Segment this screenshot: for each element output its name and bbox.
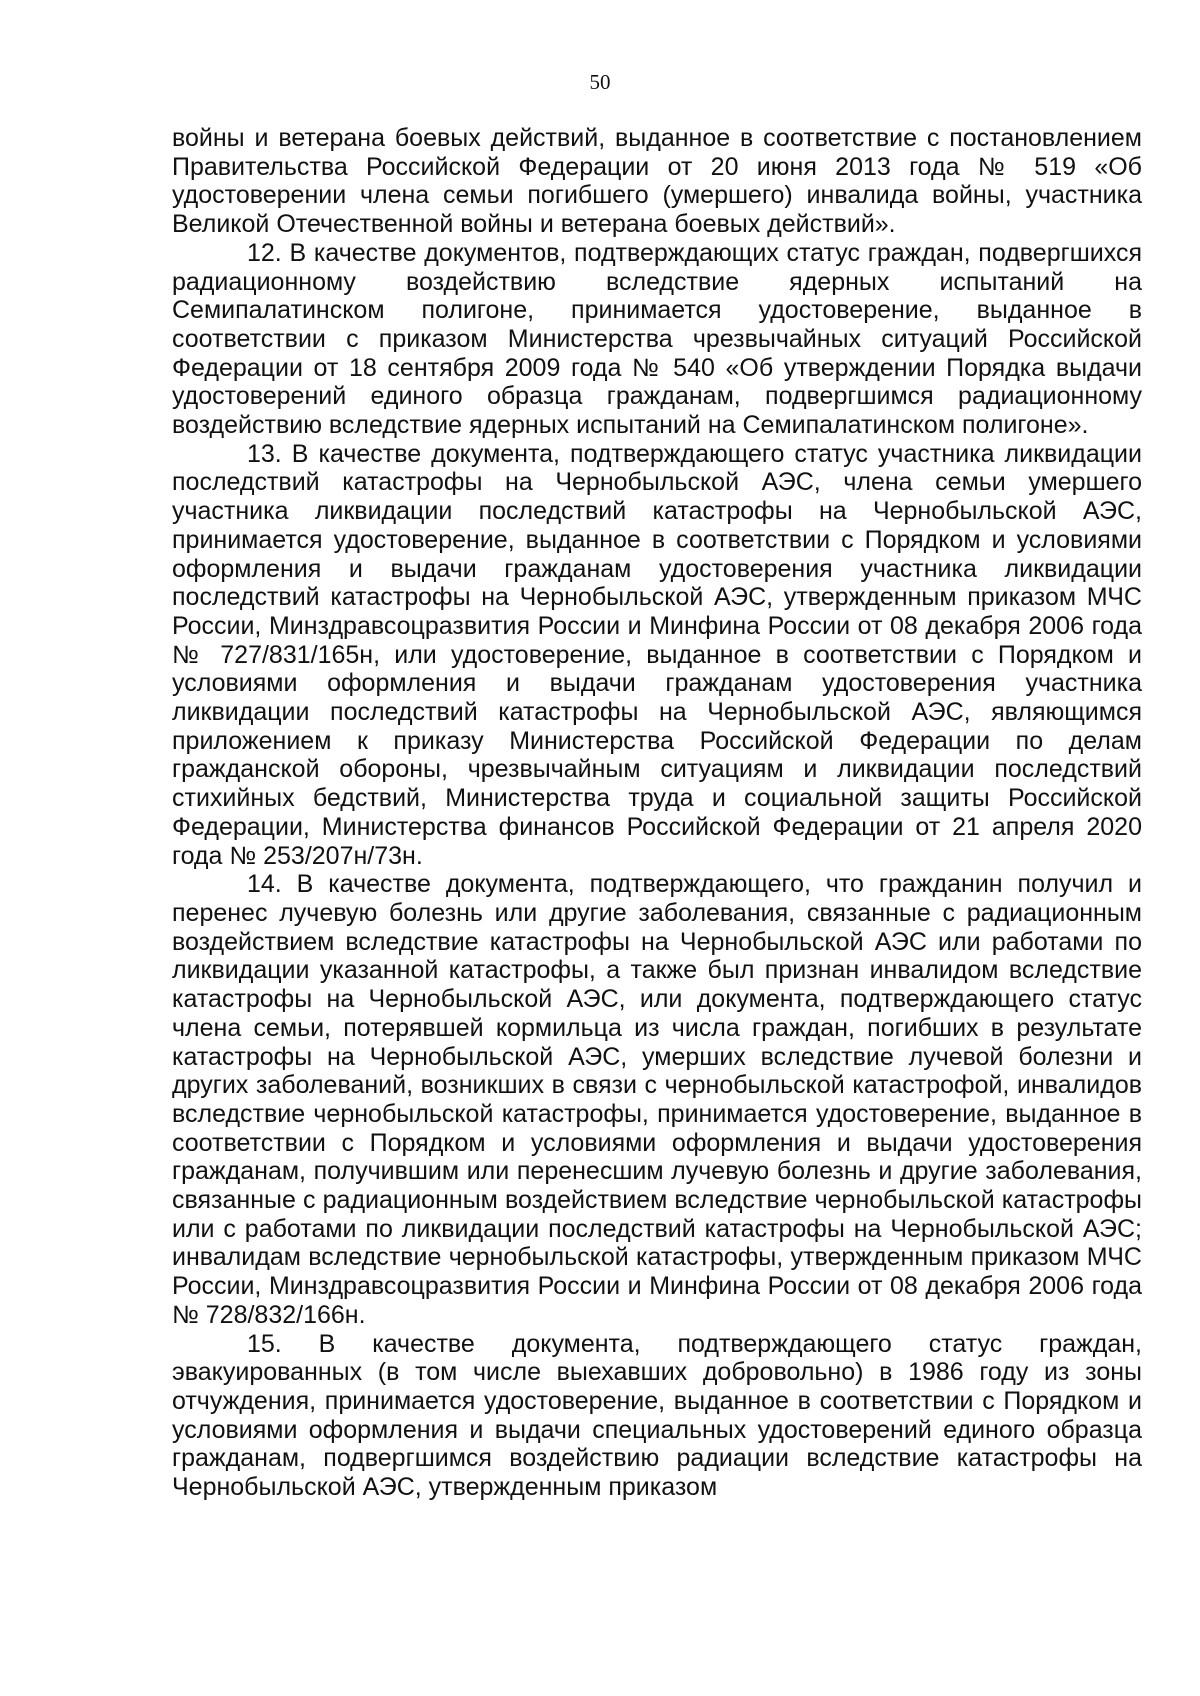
paragraph-12: 12. В качестве документов, подтверждающих статус граждан, подвергшихся радиационному воздействию вследствие ядерных испытаний на Семипалатинском полигоне, принимается удостоверение, выданное в соответствии с приказом Министерства чрезвычайных ситуаций Российской Федерации от 18 сентября 2009 года № 540 «Об утверждении Порядка выдачи удостоверений единого образца гражданам, подвергшимся радиационному воздействию вследствие ядерных испытаний на Семипалатинском полигоне». [172, 238, 1142, 440]
document-body [172, 124, 1142, 1502]
paragraph-13: 13. В качестве документа, подтверждающего статус участника ликвидации последствий катастрофы на Чернобыльской АЭС, члена семьи умершего участника ликвидации последствий катастрофы на Чернобыльской АЭС, принимается удостоверение, выданное в соответствии с Порядком и условиями оформления и выдачи гражданам удостоверения участника ликвидации последствий катастрофы на Чернобыльской АЭС, утвержденным приказом МЧС России, Минздравсоцразвития России и Минфина России от 08 декабря 2006 года № 727/831/165н, или удостоверение, выданное в соответствии с Порядком и условиями оформления и выдачи гражданам удостоверения участника ликвидации последствий катастрофы на Чернобыльской АЭС, являющимся приложением к приказу Министерства Российской Федерации по делам гражданской обороны, чрезвычайным ситуациям и ликвидации последствий стихийных бедствий, Министерства труда и социальной защиты Российской Федерации, Министерства финансов Российской Федерации от 21 апреля 2020 года № 253/207н/73н. [172, 439, 1142, 870]
paragraph-15: 15. В качестве документа, подтверждающего статус граждан, эвакуированных (в том числе выехавших добровольно) в 1986 году из зоны отчуждения, принимается удостоверение, выданное в соответствии с Порядком и условиями оформления и выдачи специальных удостоверений единого образца гражданам, подвергшимся воздействию радиации вследствие катастрофы на Чернобыльской АЭС, утвержденным приказом [172, 1329, 1142, 1502]
page-number: 50 [589, 70, 611, 94]
paragraph-continued: войны и ветерана боевых действий, выданное в соответствие с постановлением Правительства Российской Федерации от 20 июня 2013 года № 519 «Об удостоверении члена семьи погибшего (умершего) инвалида войны, участника Великой Отечественной войны и ветерана боевых действий». [172, 124, 1142, 239]
paragraph-14: 14. В качестве документа, подтверждающего, что гражданин получил и перенес лучевую болезнь или другие заболевания, связанные с радиационным воздействием вследствие катастрофы на Чернобыльской АЭС или работами по ликвидации указанной катастрофы, а также был признан инвалидом вследствие катастрофы на Чернобыльской АЭС, или документа, подтверждающего статус члена семьи, потерявшей кормильца из числа граждан, погибших в результате катастрофы на Чернобыльской АЭС, умерших вследствие лучевой болезни и других заболеваний, возникших в связи с чернобыльской катастрофой, инвалидов вследствие чернобыльской катастрофы, принимается удостоверение, выданное в соответствии с Порядком и условиями оформления и выдачи удостоверения гражданам, получившим или перенесшим лучевую болезнь и другие заболевания, связанные с радиационным воздействием вследствие чернобыльской катастрофы или с работами по ликвидации последствий катастрофы на Чернобыльской АЭС; инвалидам вследствие чернобыльской катастрофы, утвержденным приказом МЧС России, Минздравсоцразвития России и Минфина России от 08 декабря 2006 года № 728/832/166н. [172, 870, 1142, 1329]
